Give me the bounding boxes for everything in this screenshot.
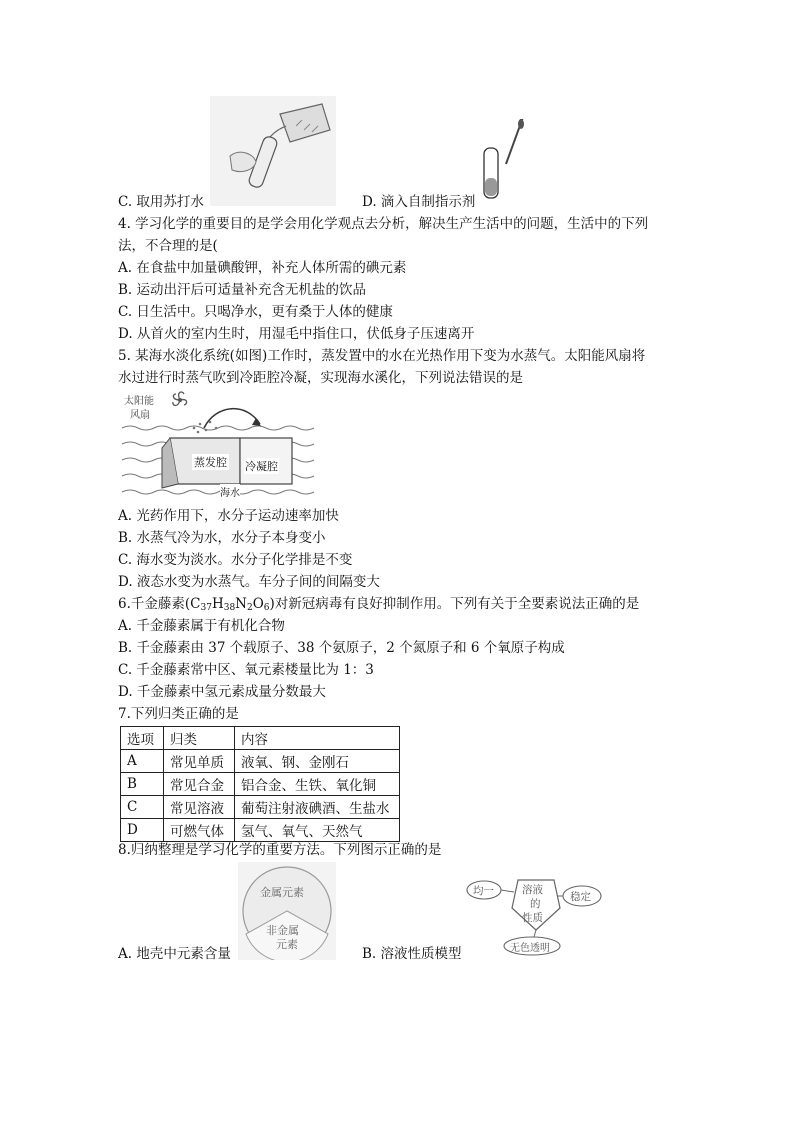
- element-content-pie-figure: [238, 862, 336, 960]
- dropper-tube-drawing: [476, 118, 530, 204]
- table-header-cell: 内容: [235, 727, 400, 750]
- q5-option-a: A. 光药作用下，水分子运动速率加快: [118, 508, 339, 524]
- pie-bottom-label-1: 非金属: [266, 924, 299, 937]
- q8-stem: 8.归纳整理是学习化学的重要方法。下列图示正确的是: [118, 842, 442, 858]
- model-bottom-label: 无色透明: [510, 943, 550, 954]
- q8-option-a: A. 地壳中元素含量: [118, 946, 231, 962]
- dropper-figure: [476, 118, 530, 204]
- q7-stem: 7.下列归类正确的是: [118, 706, 239, 722]
- pie-top-label: 金属元素: [260, 886, 304, 899]
- q6-option-a: A. 千金藤素属于有机化合物: [118, 618, 285, 634]
- q6-formula-o-count: 6: [263, 603, 270, 613]
- table-row: [121, 750, 400, 773]
- table-cell: 葡萄注射液碘酒、生盐水: [235, 796, 400, 819]
- table-header-cell: 归类: [164, 727, 235, 750]
- pie-bottom-label-2: 元素: [276, 938, 298, 951]
- table-cell: D: [121, 819, 164, 842]
- table-header-row: [121, 727, 400, 750]
- model-left-label: 均一: [473, 885, 494, 897]
- fan-label-1: 太阳能: [124, 396, 154, 407]
- table-cell: B: [121, 773, 164, 796]
- q6-formula-o: O: [252, 596, 264, 612]
- model-center-2: 的: [530, 898, 541, 910]
- table-cell: 可燃气体: [164, 819, 235, 842]
- q6-option-c: C. 千金藤素常中区、氧元素楼量比为 1：3: [118, 662, 374, 678]
- table-cell: A: [121, 750, 164, 773]
- q5-stem-line1: 5. 某海水淡化系统(如图)工作时，蒸发置中的水在光热作用下变为水蒸气。太阳能风扇将: [118, 348, 646, 364]
- table-cell: C: [121, 796, 164, 819]
- q4-option-d: D. 从首火的室内生时，用湿毛中指住口，伏低身子压速离开: [118, 326, 475, 342]
- table-row: [121, 773, 400, 796]
- classification-table: [120, 726, 400, 842]
- q5-option-c: C. 海水变为淡水。水分子化学排是不变: [118, 552, 353, 568]
- q6-option-d: D. 千金藤素中氢元素成量分数最大: [118, 684, 326, 700]
- q6-formula-c-count: 37: [200, 603, 212, 613]
- q4-option-b: B. 运动出汗后可适量补充含无机盐的饮品: [118, 282, 367, 298]
- q6-stem-prefix: 6.千金藤素(C: [118, 596, 201, 612]
- q3-option-c: C. 取用苏打水: [118, 194, 204, 210]
- q6-option-b: B. 千金藤素由 37 个载原子、38 个氨原子，2 个氮原子和 6 个氧原子构成: [118, 640, 565, 656]
- q4-option-c: C. 日生活中。只喝净水，更有桑于人体的健康: [118, 304, 393, 320]
- table-cell: 常见单质: [164, 750, 235, 773]
- q3-option-d: D. 滴入自制指示剂: [362, 194, 476, 210]
- fan-icon: [173, 392, 187, 406]
- model-right-label: 稳定: [570, 891, 591, 903]
- q6-stem-suffix: )对新冠病毒有良好抑制作用。下列有关于全要素说法正确的是: [269, 596, 640, 612]
- q8-option-b: B. 溶液性质模型: [362, 946, 462, 962]
- table-row: [121, 796, 400, 819]
- q6-formula-n-count: 2: [246, 603, 253, 613]
- desalination-figure: [120, 388, 320, 500]
- table-cell: 液氧、钢、金刚石: [235, 750, 400, 773]
- q5-option-b: B. 水蒸气冷为水，水分子本身变小: [118, 530, 326, 546]
- table-row: [121, 819, 400, 842]
- solution-model-figure: [466, 874, 606, 958]
- table-cell: 铝合金、生铁、氧化铜: [235, 773, 400, 796]
- q6-formula-h-count: 38: [223, 603, 236, 613]
- pouring-soda-drawing: [210, 96, 336, 206]
- q5-stem-line2: 水过进行时蒸气吹到冷距腔冷凝，实现海水溪化，下列说法错误的是: [118, 370, 523, 386]
- table-header-cell: 选项: [121, 727, 164, 750]
- seawater-label: 海水: [220, 484, 240, 499]
- evaporation-chamber-label: 蒸发腔: [194, 456, 227, 469]
- q4-stem-line1: 4. 学习化学的重要目的是学会用化学观点去分析，解决生产生活中的问题，生活中的下列: [118, 216, 649, 232]
- table-cell: 常见合金: [164, 773, 235, 796]
- q6-stem: [118, 594, 639, 618]
- q5-option-d: D. 液态水变为水蒸气。车分子间的间隔变大: [118, 574, 380, 590]
- q6-formula-h: H: [211, 596, 224, 612]
- model-center-1: 溶液: [522, 884, 543, 896]
- q6-formula-n: N: [235, 596, 247, 612]
- pouring-soda-figure: [210, 96, 336, 206]
- table-cell: 氢气、氧气、天然气: [235, 819, 400, 842]
- model-center-3: 性质: [522, 912, 543, 924]
- table-cell: 常见溶液: [164, 796, 235, 819]
- condensation-chamber-label: 冷凝腔: [245, 460, 278, 473]
- q4-stem-line2: 法，不合理的是(: [118, 238, 218, 254]
- q4-option-a: A. 在食盐中加量碘酸钾，补充人体所需的碘元素: [118, 260, 407, 276]
- fan-label-2: 风扇: [130, 410, 150, 421]
